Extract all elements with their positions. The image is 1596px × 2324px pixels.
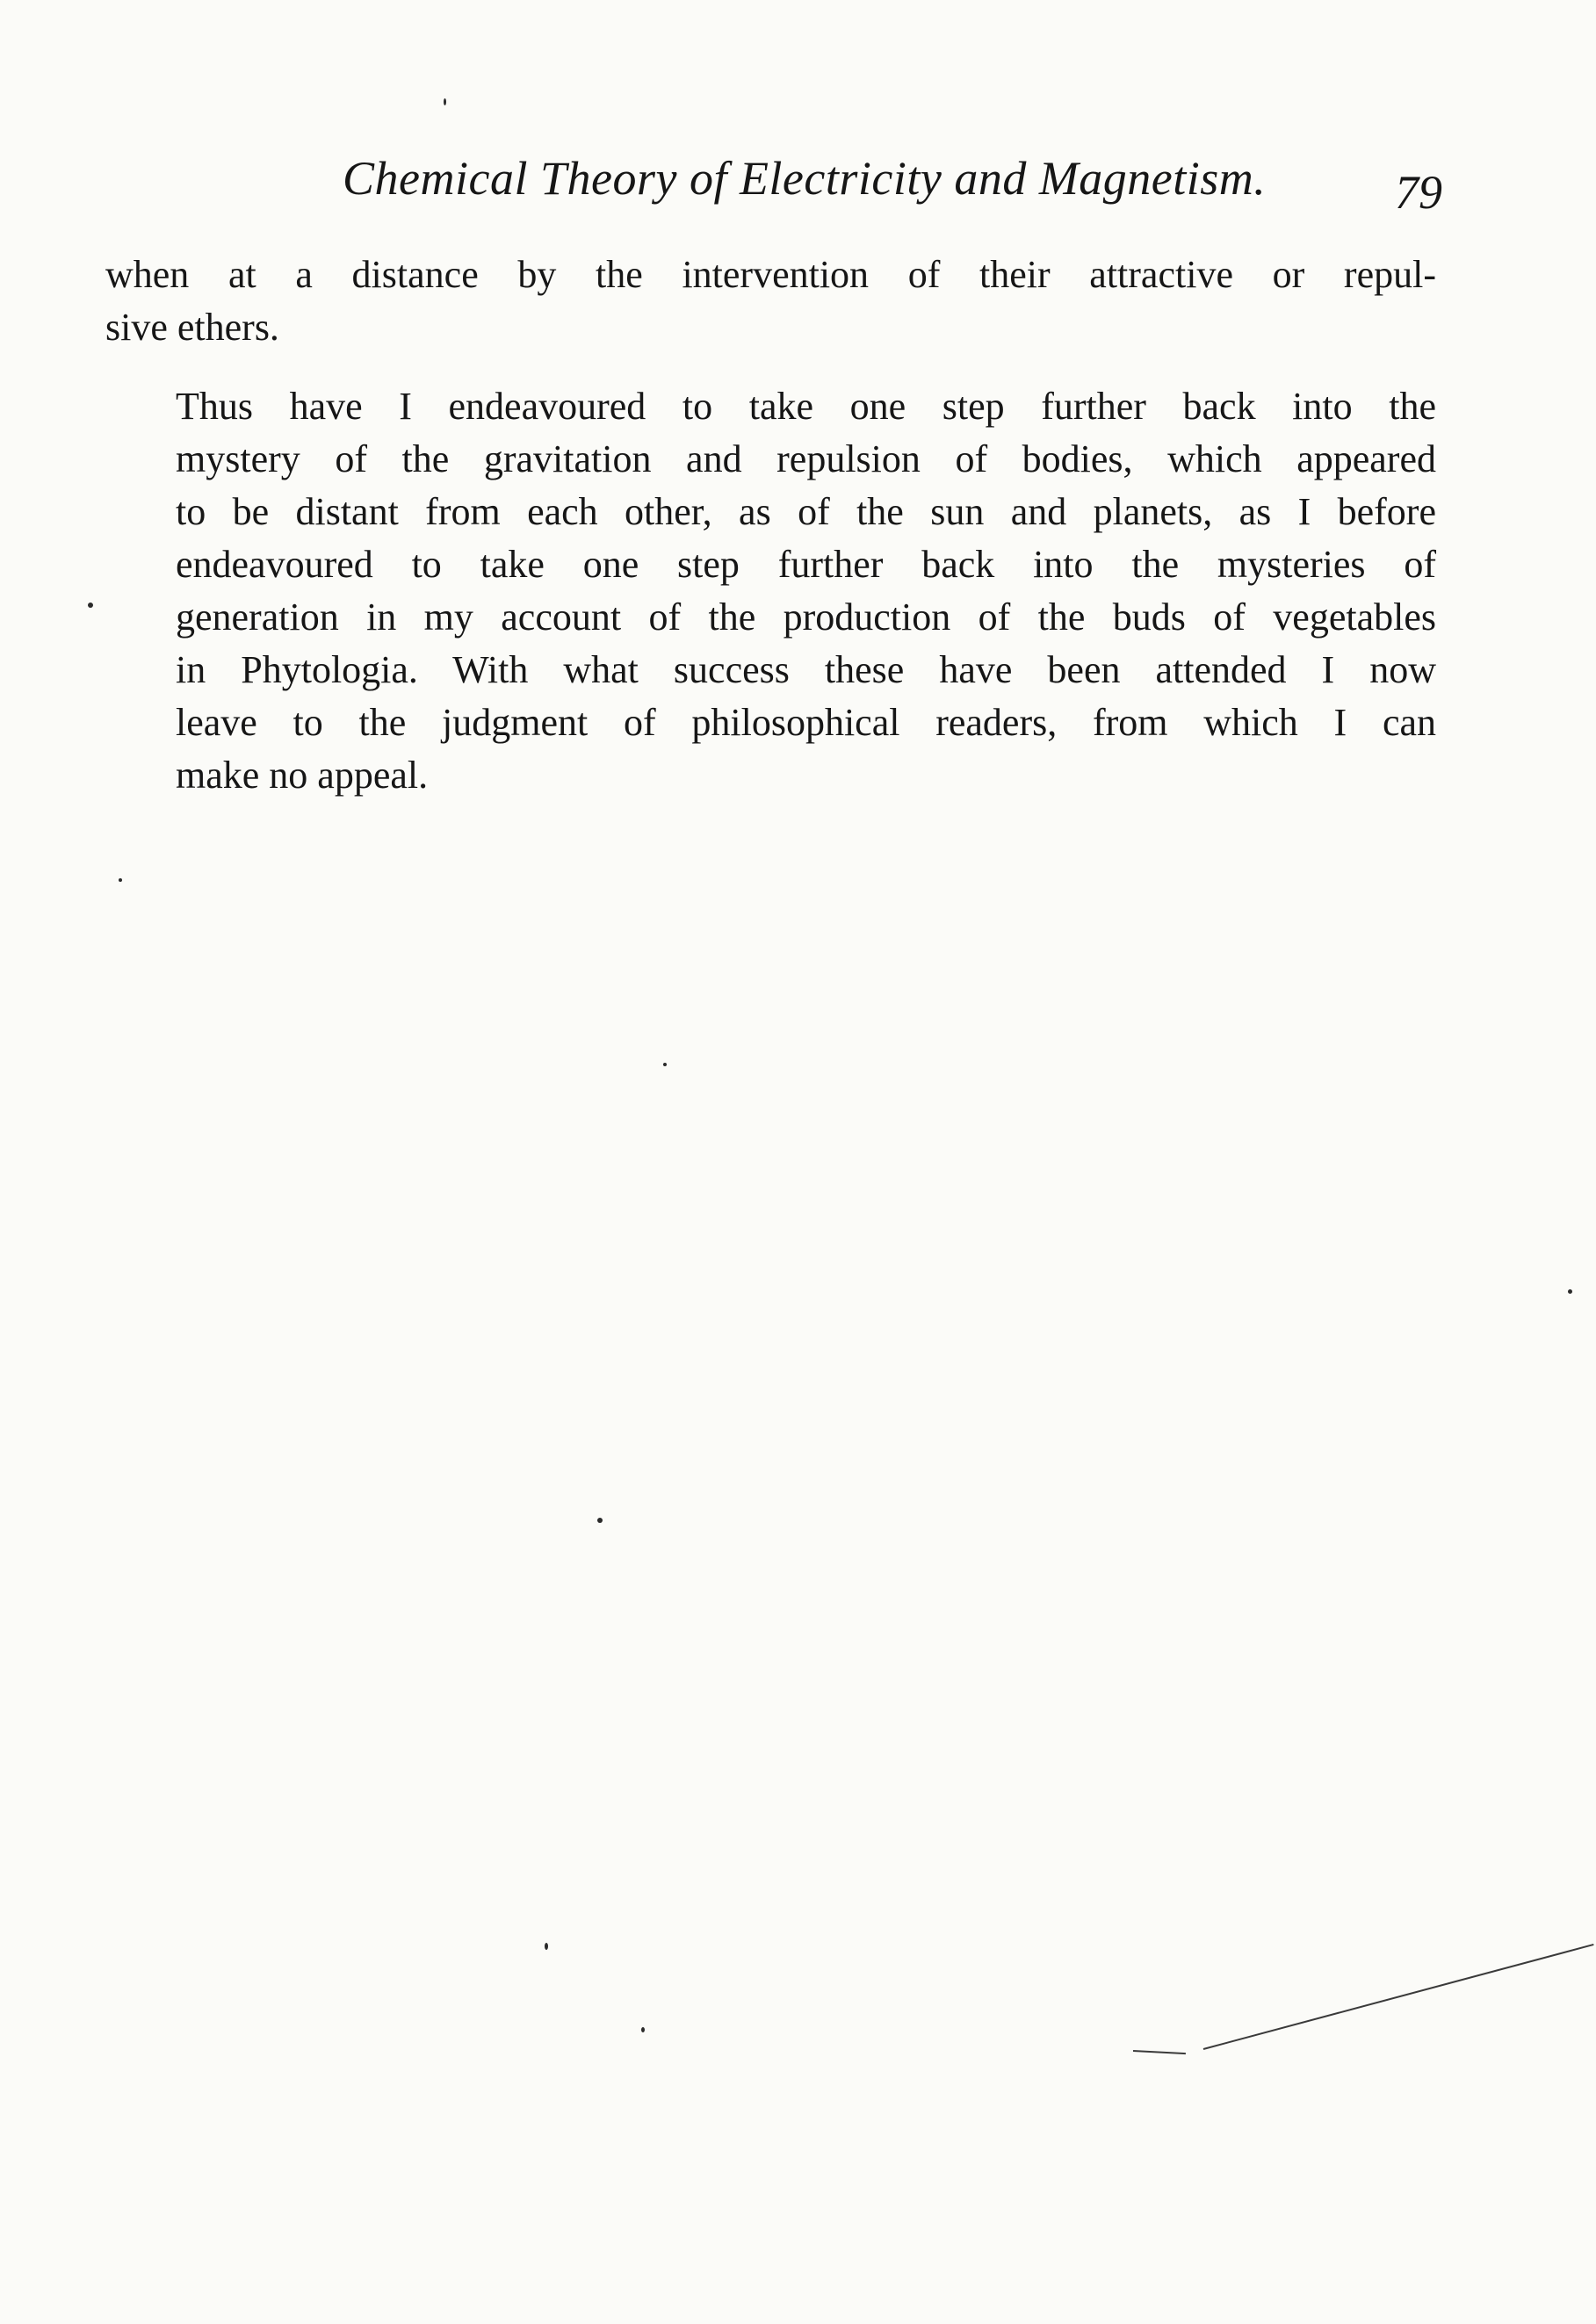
page-number: 79 bbox=[1395, 166, 1442, 219]
text-line: in Phytologia. With what success these have been attended I now bbox=[176, 648, 1436, 691]
scan-speck bbox=[545, 1943, 548, 1950]
scan-scratch-line bbox=[1133, 2050, 1186, 2054]
running-head-title: Chemical Theory of Electricity and Magnetism. bbox=[343, 152, 1267, 205]
scan-speck bbox=[663, 1063, 667, 1066]
text-line: leave to the judgment of philosophical readers, from which I can bbox=[176, 701, 1436, 744]
paragraph-2 bbox=[105, 380, 1436, 802]
text-line: Thus have I endeavoured to take one step further back into the bbox=[176, 385, 1436, 428]
scan-speck bbox=[88, 603, 93, 608]
scan-speck bbox=[597, 1518, 603, 1523]
scan-scratch-line bbox=[1203, 1944, 1594, 2050]
body-text bbox=[105, 249, 1436, 802]
scan-speck bbox=[119, 878, 122, 882]
text-line: make no appeal. bbox=[176, 754, 429, 797]
scan-speck bbox=[641, 2027, 645, 2032]
paragraph-1 bbox=[105, 249, 1436, 354]
scan-speck bbox=[444, 98, 446, 105]
text-line: generation in my account of the production of the buds of vegetables bbox=[176, 595, 1436, 639]
text-line: when at a distance by the intervention of their attractive or repul- bbox=[105, 253, 1436, 296]
text-line: sive ethers. bbox=[105, 306, 279, 349]
scan-speck bbox=[1568, 1289, 1572, 1294]
text-line: endeavoured to take one step further back into the mysteries of bbox=[176, 543, 1436, 586]
text-line: to be distant from each other, as of the sun and planets, as I before bbox=[176, 490, 1436, 533]
text-line: mystery of the gravitation and repulsion of bodies, which appeared bbox=[176, 437, 1436, 480]
